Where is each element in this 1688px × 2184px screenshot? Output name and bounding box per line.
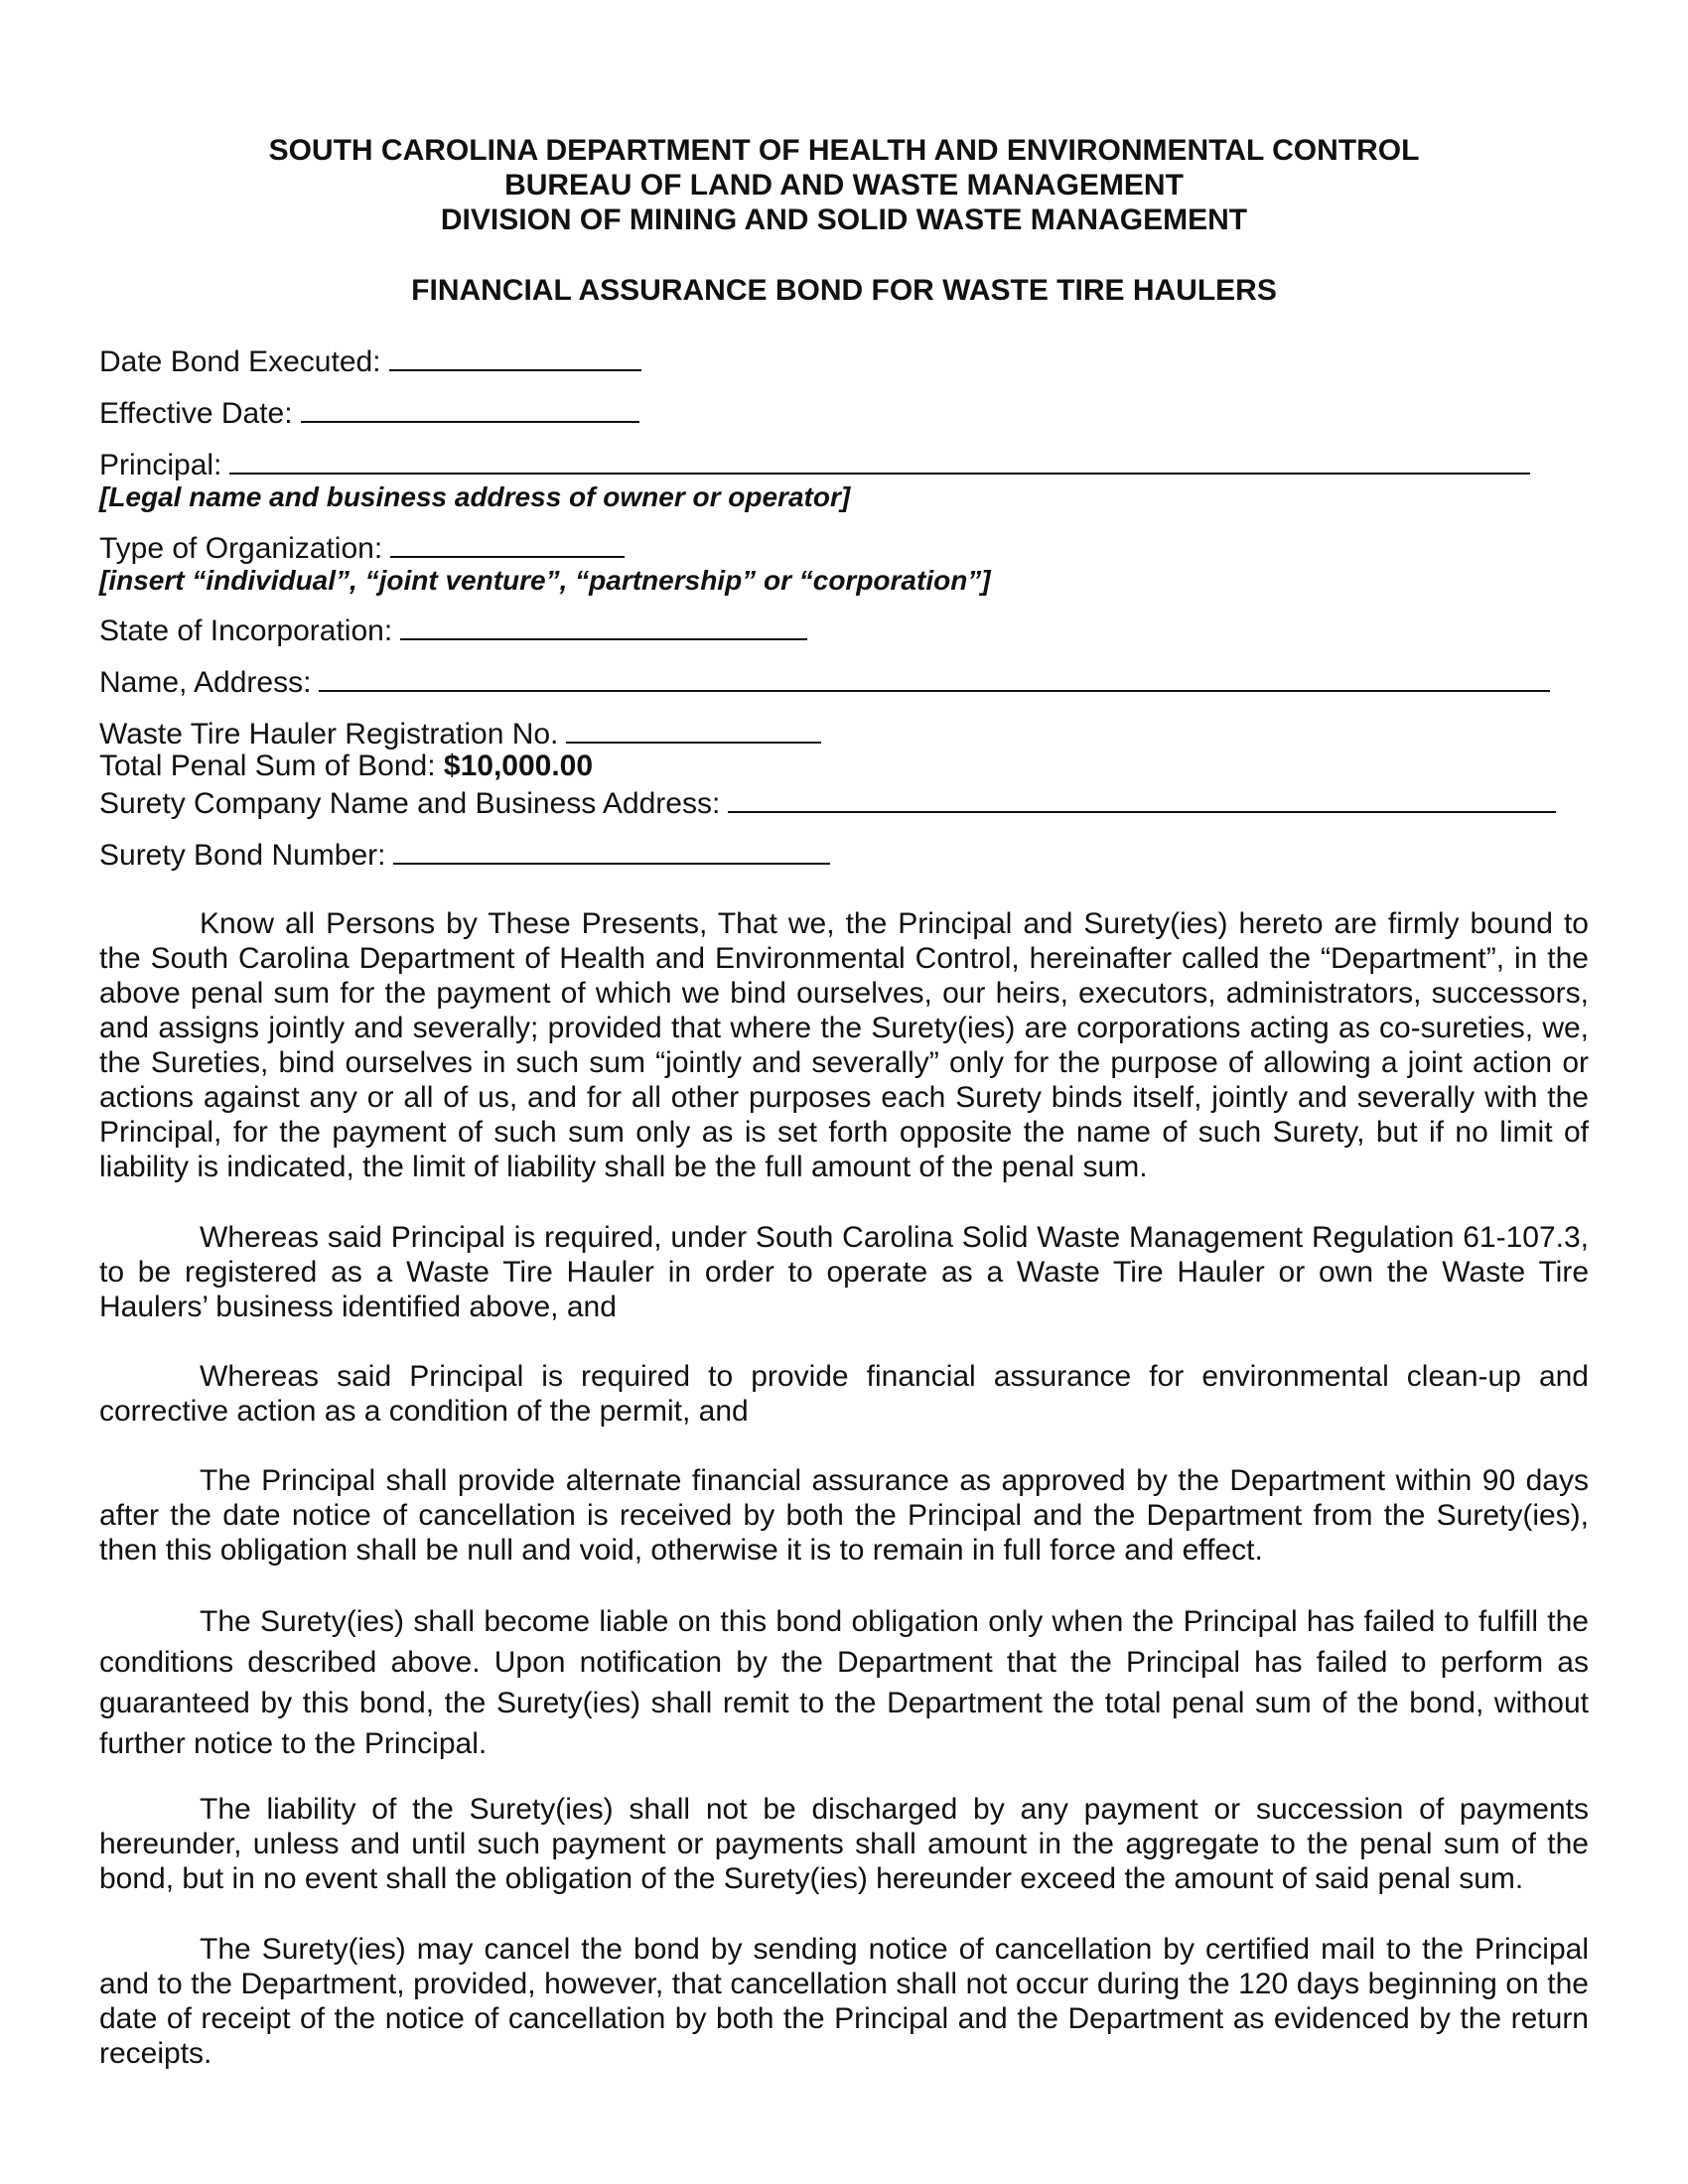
registration-no-field[interactable] bbox=[566, 716, 821, 744]
paragraph-cancellation: The Surety(ies) may cancel the bond by sending notice of cancellation by certified mail to the Principal and to the Department, provided, however, that cancellation shall not occur during the 120 days beginning on the date of receipt of the notice of cancellation by both the Principal and the Department as evidenced by the return receipts. bbox=[99, 1933, 1589, 2070]
surety-company-row bbox=[99, 785, 1556, 821]
name-address-label: Name, Address: bbox=[99, 666, 312, 699]
penal-sum-row bbox=[99, 750, 593, 783]
name-address-field[interactable] bbox=[319, 664, 1550, 692]
surety-bond-number-label: Surety Bond Number: bbox=[99, 839, 386, 872]
document-title: FINANCIAL ASSURANCE BOND FOR WASTE TIRE HAULERS bbox=[411, 274, 1277, 307]
type-of-organization-row bbox=[99, 530, 625, 566]
date-bond-executed-row bbox=[99, 343, 641, 379]
effective-date-label: Effective Date: bbox=[99, 397, 293, 430]
surety-bond-number-field[interactable] bbox=[393, 837, 830, 865]
effective-date-row bbox=[99, 395, 639, 431]
surety-company-field[interactable] bbox=[728, 785, 1556, 813]
type-of-organization-note: [insert “individual”, “joint venture”, “partnership” or “corporation”] bbox=[99, 565, 991, 596]
type-of-organization-field[interactable] bbox=[390, 530, 625, 558]
penal-sum-value: $10,000.00 bbox=[443, 750, 594, 782]
surety-bond-number-row bbox=[99, 837, 830, 873]
division-name: DIVISION OF MINING AND SOLID WASTE MANAGEMENT bbox=[440, 204, 1248, 236]
principal-row bbox=[99, 447, 1530, 482]
state-of-incorporation-field[interactable] bbox=[400, 613, 807, 640]
effective-date-field[interactable] bbox=[301, 395, 639, 423]
date-bond-executed-label: Date Bond Executed: bbox=[99, 345, 381, 378]
surety-company-label: Surety Company Name and Business Address: bbox=[99, 787, 721, 820]
paragraph-surety-liability: The Surety(ies) shall become liable on this bond obligation only when the Principal has failed to fulfill the conditions described above. Upon notification by the Department that the Principal has failed to perform as guaranteed by this bond, the Surety(ies) shall remit to the Department the total penal sum of the bond, without further notice to the Principal. bbox=[99, 1605, 1589, 1760]
bureau-name: BUREAU OF LAND AND WASTE MANAGEMENT bbox=[504, 169, 1184, 202]
registration-no-row bbox=[99, 716, 821, 751]
state-of-incorporation-row bbox=[99, 613, 807, 648]
principal-label: Principal: bbox=[99, 449, 222, 481]
paragraph-whereas-registration: Whereas said Principal is required, under South Carolina Solid Waste Management Regulation 61-107.3, to be registered as a Waste Tire Hauler in order to operate as a Waste Tire Hauler or own the Waste Tire Haulers’ business identified above, and bbox=[99, 1221, 1589, 1323]
paragraph-whereas-financial-assurance: Whereas said Principal is required to provide financial assurance for environmental clean-up and corrective action as a condition of the permit, and bbox=[99, 1360, 1589, 1428]
type-of-organization-label: Type of Organization: bbox=[99, 532, 383, 565]
paragraph-liability-discharge: The liability of the Surety(ies) shall not be discharged by any payment or succession of payments hereunder, unless and until such payment or payments shall amount in the aggregate to the penal sum of the bond, but in no event shall the obligation of the Surety(ies) hereunder exceed the amount of said penal sum. bbox=[99, 1793, 1589, 1895]
agency-name: SOUTH CAROLINA DEPARTMENT OF HEALTH AND ENVIRONMENTAL CONTROL bbox=[268, 134, 1420, 167]
paragraph-alternate-assurance: The Principal shall provide alternate financial assurance as approved by the Department within 90 days after the date notice of cancellation is received by both the Principal and the Department from the Surety(ies), then this obligation shall be null and void, otherwise it is to remain in full force and effect. bbox=[99, 1464, 1589, 1567]
penal-sum-label: Total Penal Sum of Bond: bbox=[99, 750, 436, 782]
name-address-row bbox=[99, 664, 1550, 700]
state-of-incorporation-label: State of Incorporation: bbox=[99, 614, 393, 647]
registration-no-label: Waste Tire Hauler Registration No. bbox=[99, 718, 559, 751]
date-bond-executed-field[interactable] bbox=[389, 343, 641, 371]
principal-note: [Legal name and business address of owner or operator] bbox=[99, 481, 851, 512]
paragraph-know-all-persons: Know all Persons by These Presents, That we, the Principal and Surety(ies) hereto are firmly bound to the South Carolina Department of Health and Environmental Control, hereinafter called the “Department”, in the above penal sum for the payment of which we bind ourselves, our heirs, executors, administrators, successors, and assigns jointly and severally; provided that where the Surety(ies) are corporations acting as co-sureties, we, the Sureties, bind ourselves in such sum “jointly and severally” only for the purpose of allowing a joint action or actions against any or all of us, and for all other purposes each Surety binds itself, jointly and severally with the Principal, for the payment of such sum only as is set forth opposite the name of such Surety, but if no limit of liability is indicated, the limit of liability shall be the full amount of the penal sum. bbox=[99, 907, 1589, 1183]
principal-field[interactable] bbox=[229, 447, 1530, 475]
